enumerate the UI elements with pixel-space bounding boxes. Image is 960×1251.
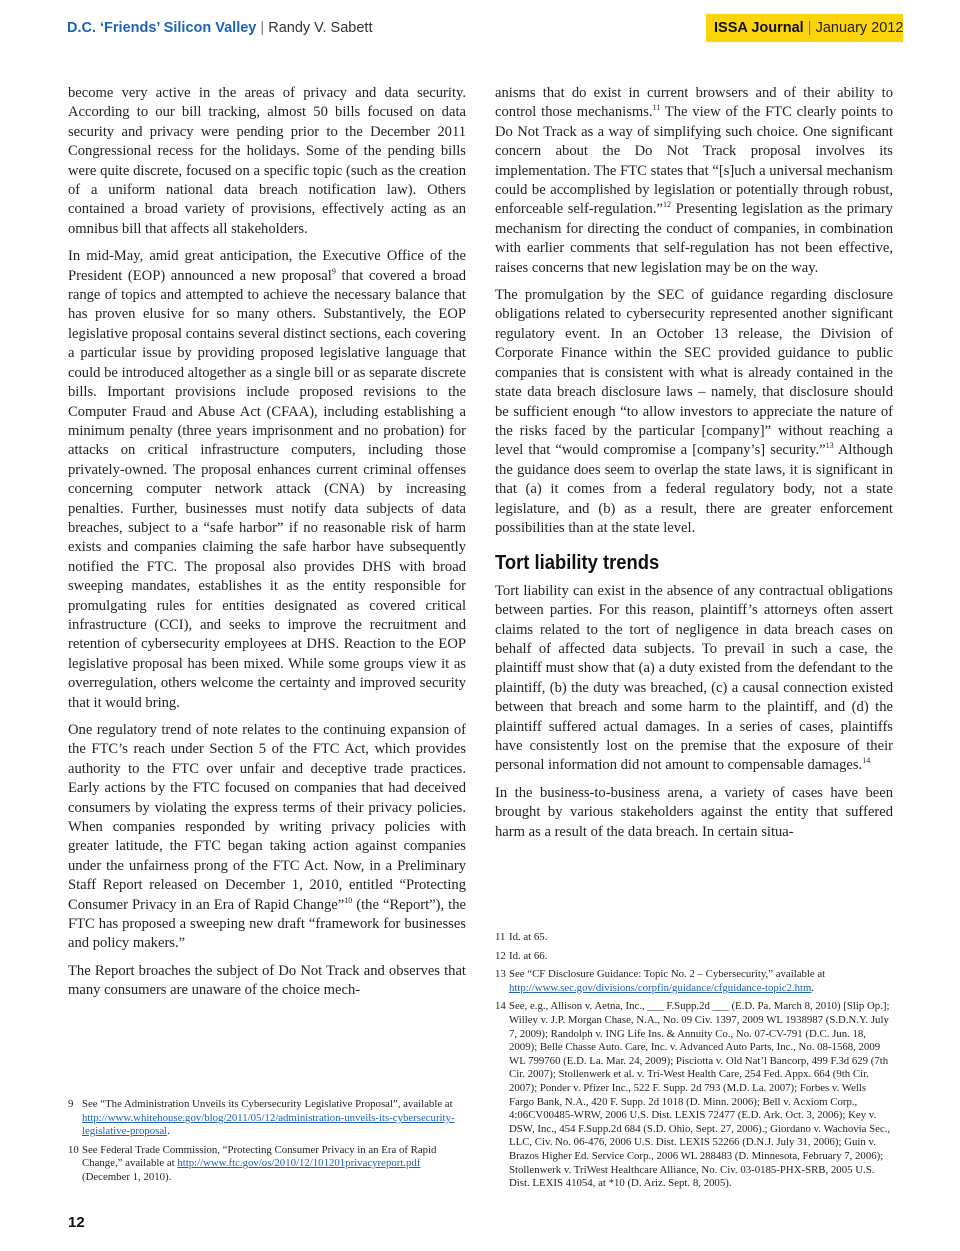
footnote: 9 See “The Administration Unveils its Cybersecurity Legislative Proposal”, available at http://www.whitehouse.gov/blog/2011/05/12/administration-unveils-its-cybersecurity-legislative-proposal. bbox=[68, 1098, 455, 1138]
footnote-link[interactable]: http://www.ftc.gov/os/2010/12/101201privacyreport.pdf bbox=[177, 1157, 421, 1170]
footnote-ref: 14 bbox=[862, 756, 871, 766]
journal-date: January 2012 bbox=[815, 20, 904, 36]
paragraph: anisms that do exist in current browsers and of their ability to control those mechanisms.$^{11}$ The view of the FTC clearly points to Do Not Track as a way of simplifying such choice. One significant concern about the Do Not Track proposal involves its implementation. The FTC states that “[s]uch a universal mechanism could be accomplished by legislation or potentially through robust, enforceable self-regulation.”$^{12}$ Presenting legislation as the primary mechanism for directing the conduct of companies, in combination with earlier comments that self-regulation has not been effective, raises concerns that new legislation may be on the way. bbox=[495, 85, 894, 276]
right-column bbox=[495, 84, 893, 850]
section-heading: Tort liability trends bbox=[495, 552, 660, 575]
page-header bbox=[0, 14, 960, 46]
footnote-ref: 9 bbox=[331, 266, 336, 276]
paragraph: One regulatory trend of note relates to the continuing expansion of the FTC’s reach under Section 5 of the FTC Act, which provides authority to the FTC over unfair and deceptive trade practices. Early actions by the FTC focused on companies that had deceived consumers by violating the express terms of their privacy policies. When companies responded by writing privacy policies with greater latitude, the FTC began taking action against companies under the unfairness prong of the FTC Act. Now, in a Preliminary Staff Report released on December 1, 2010, entitled “Protecting Consumer Privacy in an Era of Rapid Change”$^{10}$ (the “Report”), the FTC has proposed a sweeping new draft “framework for businesses and policy makers.” bbox=[68, 722, 466, 952]
paragraph: The Report broaches the subject of Do Not Track and observes that many consumers are unaware of the choice mech- bbox=[68, 962, 466, 999]
author-name: Randy V. Sabett bbox=[268, 20, 373, 36]
footnote-ref: 13 bbox=[825, 441, 834, 451]
footnotes-right bbox=[495, 931, 893, 1196]
paragraph: The promulgation by the SEC of guidance regarding disclosure obligations related to cybersecurity represented another significant regulatory event. In an October 13 release, the Division of Corporate Finance within the SEC provided guidance to public companies that is consistent with what is already contained in the state data breach disclosure laws – namely, that disclosure should be sufficient enough “to allow investors to appreciate the nature of the risks faced by the particular [company]” without reaching a level that “would compromise a [company’s] security.”$^{13}$ Although the guidance does seem to overlap the state laws, it is significant in that (a) it comes from a federal regulatory body, not a state legislature, and (b) as a result, there are greater enforcement possibilities than at the state level. bbox=[495, 287, 893, 536]
header-separator: | bbox=[260, 20, 265, 36]
footnote: 14 See, e.g., Allison v. Aetna, Inc., ___ F.Supp.2d ___ (E.D. Pa. March 8, 2010) [Slip Op.]; Willey v. J.P. Morgan Chase, N.A., No. 09 Civ. 1397, 2009 WL 1938987 (S.D.N.Y. July 7, 2009); Randolph v. ING Life Ins. & Annuity Co., No. 07-CV-791 (D.C. Jun. 18, 2009); Belle Chasse Auto. Care, Inc. v. Advanced Auto Parts, Inc., No. 08-1568, 2009 WL 799760 (E.D. La. Mar. 24, 2009); Pisciotta v. Old Nat’l Bancorp, 499 F.3d 629 (7th Cir. 2007); Stollenwerk et al. v. Tri-West Health Care, 254 Fed. Appx. 664 (9th Cir. 2007); Ponder v. Pfizer Inc., 522 F. Supp. 2d 793 (M.D. La. 2007); Forbes v. Wells Fargo Bank, N.A., 420 F. Supp. 2d 1018 (D. Minn. 2006); Bell v. Acxiom Corp., 4:06CV00485-WRW, 2006 U.S. Dist. LEXIS 72477 (E.D. Ark. Oct. 3, 2006); Key v. DSW, Inc., 454 F.Supp.2d 684 (S.D. Ohio, Sept. 27, 2006).; Giordano v. Wachovia Sec., LLC, Civ. No. 06-476, 2006 U.S. Dist. LEXIS 52266 (D.N.J. July 31, 2006); Guin v. Brazos Higher Ed. Service Corp., 2006 WL 288483 (D. Minnesota, February 7, 2006); Stollenwerk v. TriWest Healthcare Alliance, No. Civ. 03-0185-PHX-SRB, 2005 U.S. Dist. LEXIS 41054, at *10 (D. Ariz. Sept. 8, 2005). bbox=[495, 1000, 891, 1190]
page-number: 12 bbox=[68, 1214, 85, 1231]
footnote-ref: 11 bbox=[652, 103, 661, 113]
footnote-link[interactable]: http://www.whitehouse.gov/blog/2011/05/12/administration-unveils-its-cybersecurity-legislative-proposal bbox=[82, 1111, 455, 1138]
journal-name: ISSA Journal bbox=[714, 20, 804, 36]
footnote-ref: 10 bbox=[344, 895, 353, 905]
paragraph: Tort liability can exist in the absence of any contractual obligations between parties. For this reason, plaintiff’s attorneys often assert claims related to the tort of negligence in data breach cases on behalf of affected data subjects. To prevail in such a case, the plaintiff must show that (a) a duty existed from the defendant to the plaintiff, (b) the duty was breached, (c) a causal connection existed between that breach and some harm to the plaintiff, and (d) the plaintiff suffered actual damages. In a series of cases, plaintiffs have consistently lost on the premise that the exposure of their personal information did not amount to compensable damages.$^{14}$ bbox=[495, 582, 893, 774]
footnote: 12 Id. at 66. bbox=[495, 949, 548, 962]
paragraph: In the business-to-business arena, a variety of cases have been brought by various stakeholders against the entity that suffered harm as a result of the data breach. In certain situa- bbox=[495, 784, 893, 840]
journal-banner bbox=[706, 14, 903, 42]
footnote-ref: 12 bbox=[662, 200, 671, 210]
footnote: 10 See Federal Trade Commission, “Protecting Consumer Privacy in an Era of Rapid Change,” available at http://www.ftc.gov/os/2010/12/101201privacyreport.pdf (December 1, 2010). bbox=[68, 1143, 437, 1183]
footnote: 11 Id. at 65. bbox=[495, 931, 548, 943]
footnote: 13 See “CF Disclosure Guidance: Topic No. 2 – Cybersecurity,” available at http://www.sec.gov/divisions/corpfin/guidance/cfguidance-topic2.htm. bbox=[495, 968, 826, 994]
header-left bbox=[67, 20, 372, 36]
journal-separator: | bbox=[807, 20, 812, 36]
left-column bbox=[68, 84, 466, 1009]
publication-title: D.C. ‘Friends’ Silicon Valley bbox=[67, 20, 257, 36]
footnotes-left bbox=[68, 1098, 466, 1190]
paragraph: become very active in the areas of privacy and data security. According to our bill tracking, almost 50 bills focused on data security and privacy were pending prior to the December 2011 Congressional recess for the holidays. Some of the pending bills were quite discrete, focused on a specific topic (such as the creation of a uniform national data breach notification law). Others contained a broad variety of provisions, effectively acting as an omnibus bill that affects all stakeholders. bbox=[68, 85, 466, 237]
footnote-link[interactable]: http://www.sec.gov/divisions/corpfin/guidance/cfguidance-topic2.htm bbox=[509, 981, 812, 994]
paragraph: In mid-May, amid great anticipation, the Executive Office of the President (EOP) announced a new proposal$^9$ that covered a broad range of topics and attempted to achieve the necessary balance that has proven elusive for so many others. Substantively, the EOP legislative proposal contains several distinct sections, each covering a particular issue by providing proposed legislative language that could be introduced altogether as a single bill or as separate discrete bills. Important provisions include proposed revisions to the Computer Fraud and Abuse Act (CFAA), including establishing a minimum penalty (three years imprisonment and no probation) for attacks on critical infrastructure computers, including those privately-owned. The proposal enhances current criminal offenses concerning computer network attack (CNA) by increasing penalties. Further, businesses must notify data subjects of data breaches, subject to a “safe harbor” if no reasonable risk of harm exists and companies claiming the safe harbor have subsequently notified the FTC. The proposal also provides DHS with broad sweeping mandates, establishes it as the entity responsible for promulgating rules for entities designated as covered critical infrastructure (CCI), and seeks to improve the recruitment and retention of cybersecurity employees at DHS. Reaction to the EOP legislative proposal has been mixed. While some groups view it as overregulation, others welcome the certainty and improved security that it would bring. bbox=[68, 248, 466, 711]
